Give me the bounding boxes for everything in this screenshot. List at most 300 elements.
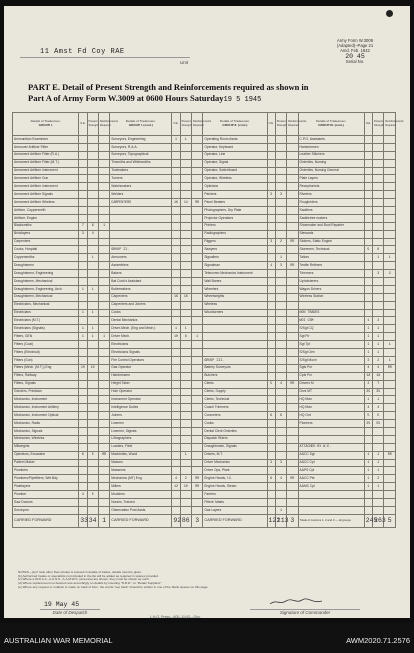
count-cell: 1 [364, 467, 372, 475]
total-cell: 263 [373, 514, 384, 527]
count-cell [172, 341, 180, 349]
table-row [13, 183, 396, 191]
trade-label: Hairdressers [110, 372, 172, 380]
trade-label: Leather Stitchers [298, 151, 364, 159]
count-cell [79, 349, 87, 357]
trade-label: Fitters, Railway [13, 372, 79, 380]
count-cell [364, 285, 372, 293]
count-cell [98, 388, 109, 396]
count-cell [172, 230, 180, 238]
count-cell [267, 309, 275, 317]
trade-label: Shoemaker and Boot Repairer [298, 222, 364, 230]
count-cell: 1 [364, 349, 372, 357]
count-cell [98, 278, 109, 286]
trade-label: Fitters, Signals [13, 380, 79, 388]
count-cell: 4 [172, 475, 180, 483]
trade-label: Sgt Tpt [298, 341, 364, 349]
count-cell [172, 498, 180, 506]
count-cell: 10 [87, 364, 98, 372]
count-cell [275, 483, 286, 491]
count-cell [87, 317, 98, 325]
count-cell: 2 [373, 475, 384, 483]
count-cell [275, 364, 286, 372]
count-cell [384, 349, 396, 357]
count-cell [191, 293, 202, 301]
count-cell [287, 333, 298, 341]
count-cell [87, 175, 98, 183]
count-cell [87, 301, 98, 309]
count-cell [180, 349, 191, 357]
count-cell [180, 404, 191, 412]
trade-label: Textile Refiners [298, 262, 364, 270]
trade-label: AACC Pte [298, 475, 364, 483]
header-present: Present Strength [87, 113, 98, 136]
header-ne: N.E. [267, 113, 275, 136]
table-row [13, 333, 396, 341]
count-cell [384, 278, 396, 286]
trade-label: Armourer Artificer Fitter [13, 143, 79, 151]
count-cell [172, 349, 180, 357]
count-cell [172, 467, 180, 475]
trade-label: Wall Borers [203, 278, 267, 286]
count-cell: RR [384, 364, 396, 372]
count-cell [275, 325, 286, 333]
count-cell [180, 491, 191, 499]
count-cell [275, 301, 286, 309]
count-cell [364, 230, 372, 238]
count-cell [275, 199, 286, 207]
count-cell: 1 [275, 254, 286, 262]
count-cell [180, 467, 191, 475]
count-cell [267, 207, 275, 215]
count-cell [98, 356, 109, 364]
count-cell [287, 372, 298, 380]
count-cell [87, 238, 98, 246]
count-cell: 1 [364, 333, 372, 341]
count-cell [87, 459, 98, 467]
table-row [13, 301, 396, 309]
trade-label: Armourers [110, 254, 172, 262]
trade-label: Battery Surveyors [203, 364, 267, 372]
count-cell [87, 475, 98, 483]
count-cell [384, 506, 396, 514]
count-cell: 3 [275, 459, 286, 467]
count-cell: RR [287, 475, 298, 483]
count-cell [79, 246, 87, 254]
count-cell [287, 404, 298, 412]
count-cell [79, 396, 87, 404]
count-cell [98, 230, 109, 238]
trade-label: Wheelwrights [203, 293, 267, 301]
count-cell [98, 151, 109, 159]
count-cell [384, 262, 396, 270]
count-cell [267, 159, 275, 167]
count-cell [98, 238, 109, 246]
count-cell [373, 175, 384, 183]
count-cell [98, 325, 109, 333]
count-cell [79, 317, 87, 325]
trade-label: Engine Hands, Steam [203, 483, 267, 491]
trade-label: AACC Cpl [298, 459, 364, 467]
count-cell [267, 230, 275, 238]
count-cell [87, 372, 98, 380]
count-cell [79, 301, 87, 309]
count-cell [98, 207, 109, 215]
count-cell [373, 136, 384, 144]
trade-label: Operator, Line [203, 151, 267, 159]
trade-label: Operating Room Assts. [203, 136, 267, 144]
count-cell: 1 [87, 254, 98, 262]
trade-label: Masseurs [110, 467, 172, 475]
trade-label: Gas Operator [110, 364, 172, 372]
count-cell [364, 238, 372, 246]
trade-label: Storemen, Technical [298, 246, 364, 254]
count-cell [191, 207, 202, 215]
table-row [13, 467, 396, 475]
count-cell [172, 285, 180, 293]
count-cell [191, 412, 202, 420]
note-line: (c) Where a W.R.A.A., A.A.N.S., A.A.M.W.S. personnel are shown, they must be shown as such. [18, 577, 150, 582]
count-cell [275, 498, 286, 506]
trade-label: NON TRADES [298, 309, 364, 317]
heading-date: 19 5 1945 [223, 95, 262, 104]
trade-label: Wireless [203, 301, 267, 309]
count-cell [287, 270, 298, 278]
trade-label: Panel Beaters [203, 199, 267, 207]
count-cell [79, 270, 87, 278]
count-cell [191, 467, 202, 475]
count-cell [87, 262, 98, 270]
count-cell [180, 278, 191, 286]
count-cell [384, 333, 396, 341]
header-reinf: Reinforcements Required [191, 113, 202, 136]
count-cell [191, 317, 202, 325]
trade-label [298, 435, 364, 443]
count-cell [87, 356, 98, 364]
count-cell [364, 491, 372, 499]
count-cell: 5 [373, 412, 384, 420]
count-cell [172, 301, 180, 309]
trade-label: Pattern Maker [13, 459, 79, 467]
count-cell [267, 246, 275, 254]
count-cell [287, 207, 298, 215]
count-cell [364, 199, 372, 207]
count-cell [287, 143, 298, 151]
trade-label: Printers [203, 222, 267, 230]
count-cell [98, 285, 109, 293]
count-cell [79, 262, 87, 270]
count-cell [287, 167, 298, 175]
count-cell [180, 396, 191, 404]
count-cell [373, 191, 384, 199]
count-cell [267, 293, 275, 301]
count-cell [98, 341, 109, 349]
count-cell [191, 451, 202, 459]
count-cell [87, 183, 98, 191]
count-cell [384, 467, 396, 475]
count-cell: 16 [172, 293, 180, 301]
count-cell [267, 396, 275, 404]
trade-label: HQ Ord [298, 412, 364, 420]
count-cell [180, 270, 191, 278]
count-cell [287, 459, 298, 467]
trade-label: ATTACHED BY W.E. [298, 443, 364, 451]
count-cell: 1 [373, 451, 384, 459]
trade-label: Armament Artificer Fitter (R.A.) [13, 151, 79, 159]
count-cell [98, 214, 109, 222]
count-cell [191, 309, 202, 317]
count-cell [267, 333, 275, 341]
count-cell [79, 159, 87, 167]
trade-label: CARPENTERS [110, 199, 172, 207]
count-cell [98, 498, 109, 506]
trade-label: Wireless Station [298, 293, 364, 301]
count-cell [267, 506, 275, 514]
count-cell [98, 175, 109, 183]
count-cell [275, 136, 286, 144]
count-cell [87, 293, 98, 301]
trade-label: Drivers M [298, 380, 364, 388]
trade-label: Draughtsmen, Mechanical [13, 278, 79, 286]
trade-label: Hammermen [298, 143, 364, 151]
count-cell [364, 254, 372, 262]
trade-label: Electricians [13, 309, 79, 317]
unit-name: 11 Amst Fd Coy RAE [40, 48, 125, 56]
count-cell [191, 506, 202, 514]
count-cell [98, 349, 109, 357]
count-cell: RR [384, 451, 396, 459]
total-cell: 86 [180, 514, 191, 527]
count-cell [87, 341, 98, 349]
count-cell [275, 356, 286, 364]
trade-label: Engine Hands, I.C. [203, 475, 267, 483]
count-cell [191, 246, 202, 254]
table-row [13, 222, 396, 230]
count-cell [180, 238, 191, 246]
footer-accession: AWM2020.71.2576 [346, 636, 410, 645]
count-cell: 1 [364, 396, 372, 404]
count-cell: 1 [79, 325, 87, 333]
count-cell [287, 364, 298, 372]
count-cell [98, 475, 109, 483]
count-cell [191, 420, 202, 428]
count-cell [180, 498, 191, 506]
total-label: CARRIED FORWARD [13, 514, 79, 527]
count-cell [287, 325, 298, 333]
count-cell: 2 [373, 317, 384, 325]
count-cell [267, 364, 275, 372]
count-cell: 2 [275, 238, 286, 246]
count-cell [287, 349, 298, 357]
trade-label: Millers [110, 483, 172, 491]
signature-label: Signature of Commander [250, 609, 360, 615]
count-cell [384, 420, 396, 428]
count-cell [384, 136, 396, 144]
count-cell [287, 396, 298, 404]
count-cell [191, 325, 202, 333]
count-cell [79, 506, 87, 514]
footer-bar [0, 623, 414, 653]
count-cell [275, 333, 286, 341]
total-cell: 3 [287, 514, 298, 527]
count-cell [287, 317, 298, 325]
trade-label: Plumbers [13, 467, 79, 475]
trade-label: Bat Cook's Assistant [110, 278, 172, 286]
count-cell [287, 443, 298, 451]
trade-label: Joiners [110, 412, 172, 420]
count-cell [267, 301, 275, 309]
count-cell [275, 388, 286, 396]
trade-label [110, 230, 172, 238]
trade-label: Signallers [203, 254, 267, 262]
trade-label: Platelayers [13, 483, 79, 491]
trade-label: Draughtsmen, Engineering [13, 270, 79, 278]
total-cell: 33 [79, 514, 87, 527]
count-cell [373, 293, 384, 301]
count-cell [287, 175, 298, 183]
count-cell [267, 317, 275, 325]
table-row [13, 230, 396, 238]
count-cell: 1 [384, 341, 396, 349]
count-cell [79, 388, 87, 396]
header-reinf: Reinforcements Required [384, 113, 396, 136]
table-row [13, 207, 396, 215]
count-cell [373, 222, 384, 230]
trade-label: Wheelers [203, 285, 267, 293]
count-cell [180, 427, 191, 435]
count-cell [79, 380, 87, 388]
count-cell [180, 301, 191, 309]
count-cell [267, 199, 275, 207]
count-cell [364, 214, 372, 222]
count-cell: 10 [180, 483, 191, 491]
trade-label: Artificer, Coppersmith [13, 207, 79, 215]
count-cell [79, 191, 87, 199]
trade-label: Armament Artificer Fitter (M.T.) [13, 159, 79, 167]
form-notes [18, 571, 388, 590]
count-cell [172, 183, 180, 191]
count-cell [180, 254, 191, 262]
count-cell [384, 388, 396, 396]
trade-label: Armament Artificer Signals [13, 191, 79, 199]
count-cell [172, 151, 180, 159]
count-cell [384, 435, 396, 443]
count-cell [267, 388, 275, 396]
trade-label: Mechanics, Wireless [13, 435, 79, 443]
count-cell: 6 [373, 246, 384, 254]
count-cell [373, 309, 384, 317]
count-cell [384, 293, 396, 301]
count-cell: 1 [79, 309, 87, 317]
table-row [13, 254, 396, 262]
trade-label: Tinsmiths and Whitesmiths [110, 159, 172, 167]
table-row [13, 356, 396, 364]
count-cell [267, 325, 275, 333]
count-cell [364, 151, 372, 159]
trade-label: Armament Artificer Instrument [13, 183, 79, 191]
trade-label: Assemblers [110, 262, 172, 270]
trade-label: Sgts Pnr [298, 364, 364, 372]
count-cell [180, 388, 191, 396]
header-ne: N.E. [79, 113, 87, 136]
trade-label: Coppersmiths [13, 254, 79, 262]
count-cell [172, 372, 180, 380]
trade-label: Signalman [203, 262, 267, 270]
trade-label [298, 491, 364, 499]
count-cell [275, 293, 286, 301]
trade-label: Sawyers [203, 246, 267, 254]
count-cell [180, 412, 191, 420]
count-cell [180, 372, 191, 380]
count-cell [172, 364, 180, 372]
table-row [13, 451, 396, 459]
count-cell [384, 498, 396, 506]
count-cell [172, 254, 180, 262]
count-cell [364, 435, 372, 443]
count-cell [98, 459, 109, 467]
count-cell: 1 [384, 254, 396, 262]
trade-label: Masons [110, 459, 172, 467]
trade-label: Butchers [203, 372, 267, 380]
count-cell [191, 404, 202, 412]
count-cell: 1 [87, 325, 98, 333]
count-cell: 1 [384, 356, 396, 364]
trade-label: Boilermakers [110, 285, 172, 293]
count-cell [79, 293, 87, 301]
count-cell: 5 [87, 491, 98, 499]
trade-label [203, 349, 267, 357]
count-cell [384, 475, 396, 483]
count-cell: 1 [364, 341, 372, 349]
count-cell: 4 [267, 262, 275, 270]
header-ne: N.E. [364, 113, 372, 136]
count-cell [172, 435, 180, 443]
trade-label: Orderlies, Nursing [298, 159, 364, 167]
trade-label: Armament Artificer Instrument [13, 167, 79, 175]
table-row [13, 404, 396, 412]
trade-label [203, 333, 267, 341]
total-cell: 245 [364, 514, 372, 527]
count-cell [87, 412, 98, 420]
count-cell [98, 491, 109, 499]
count-cell [191, 151, 202, 159]
count-cell [384, 151, 396, 159]
total-label: CARRIED FORWARD [203, 514, 267, 527]
count-cell [172, 451, 180, 459]
count-cell [79, 483, 87, 491]
count-cell [79, 151, 87, 159]
note-line: (e) Where any request or notation is made on back of form, the words "see back" should be written in one of the blank spaces on this page. [18, 584, 209, 589]
table-row [13, 246, 396, 254]
count-cell [87, 191, 98, 199]
count-cell [98, 167, 109, 175]
count-cell [267, 427, 275, 435]
count-cell [87, 207, 98, 215]
count-cell [364, 143, 372, 151]
count-cell [275, 246, 286, 254]
count-cell [180, 309, 191, 317]
header-present: Present Strength [275, 113, 286, 136]
trade-label: Operator, Wireless [203, 175, 267, 183]
count-cell [191, 175, 202, 183]
trade-label: Receptionists [298, 183, 364, 191]
count-cell [79, 498, 87, 506]
count-cell [384, 443, 396, 451]
count-cell [180, 191, 191, 199]
count-cell [267, 349, 275, 357]
trade-label: GROUP II. [110, 246, 172, 254]
trade-label [203, 325, 267, 333]
